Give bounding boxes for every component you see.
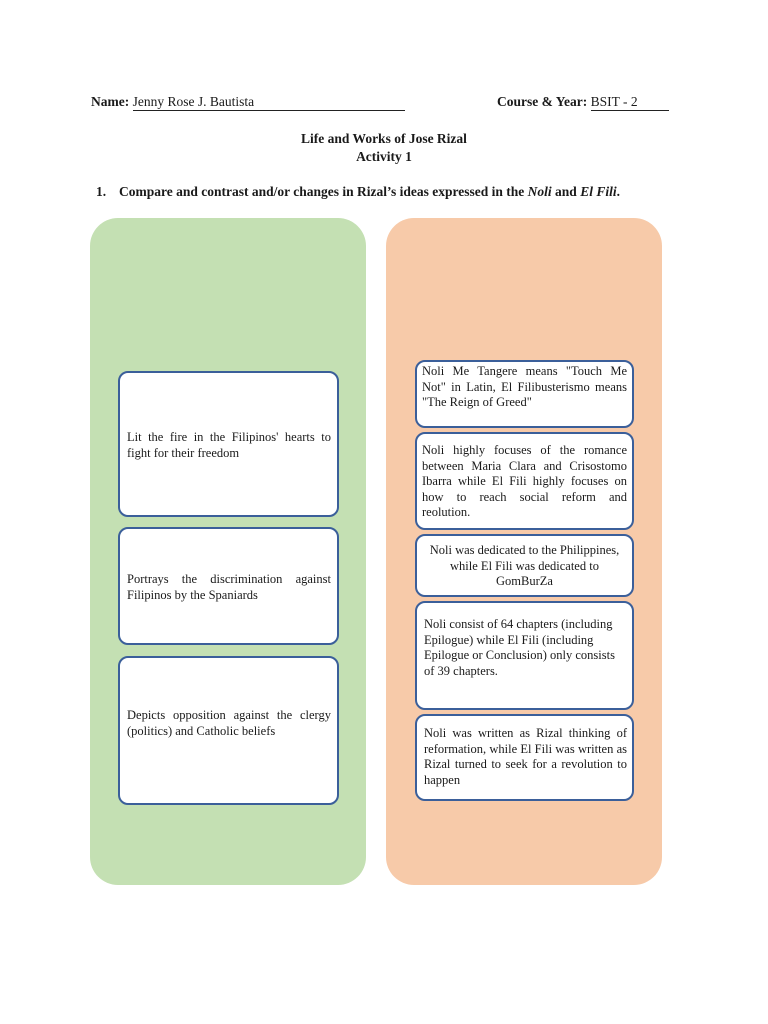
right-box-2 bbox=[415, 432, 634, 530]
right-box-4-text: Noli consist of 64 chapters (including Epilogue) while El Fili (including Epilogue or Conclusion) only consists of 39 chapters. bbox=[424, 617, 615, 678]
right-box-5-text: Noli was written as Rizal thinking of reformation, while El Fili was written as Rizal turned to seek for a revolution to happen bbox=[424, 726, 627, 787]
noli-title: Noli bbox=[527, 184, 552, 199]
elfili-title: El Fili bbox=[580, 184, 617, 199]
left-box-3-text: Depicts opposition against the clergy (politics) and Catholic beliefs bbox=[127, 708, 331, 738]
left-box-1 bbox=[118, 371, 339, 517]
activity-label: Activity 1 bbox=[356, 149, 412, 164]
document-title: Life and Works of Jose Rizal bbox=[301, 131, 467, 146]
question-1 bbox=[96, 183, 678, 200]
course-year-value: BSIT - 2 bbox=[591, 95, 669, 111]
question-number: 1. bbox=[96, 184, 107, 199]
right-box-5 bbox=[415, 714, 634, 801]
question-text: Compare and contrast and/or changes in Rizal’s ideas expressed in the Noli and El Fili. bbox=[119, 184, 620, 199]
name-label: Name: bbox=[91, 94, 130, 109]
course-year-line bbox=[497, 94, 669, 111]
right-box-1-text: Noli Me Tangere means "Touch Me Not" in Latin, El Filibusterismo means "The Reign of Greed" bbox=[422, 364, 627, 409]
name-line bbox=[91, 94, 405, 111]
right-box-3 bbox=[415, 534, 634, 597]
left-box-2 bbox=[118, 527, 339, 645]
right-box-1 bbox=[415, 360, 634, 428]
right-box-3-text: Noli was dedicated to the Philippines, while El Fili was dedicated to GomBurZa bbox=[429, 543, 620, 588]
right-box-2-text: Noli highly focuses of the romance between Maria Clara and Crisostomo Ibarra while El Fili highly focuses on how to reach social reform and reolution. bbox=[422, 443, 627, 519]
left-box-2-text: Portrays the discrimination against Filipinos by the Spaniards bbox=[127, 572, 331, 602]
left-box-3 bbox=[118, 656, 339, 805]
name-value: Jenny Rose J. Bautista bbox=[133, 95, 405, 111]
right-box-4 bbox=[415, 601, 634, 710]
left-box-1-text: Lit the fire in the Filipinos' hearts to fight for their freedom bbox=[127, 430, 331, 460]
course-year-label: Course & Year: bbox=[497, 94, 588, 109]
